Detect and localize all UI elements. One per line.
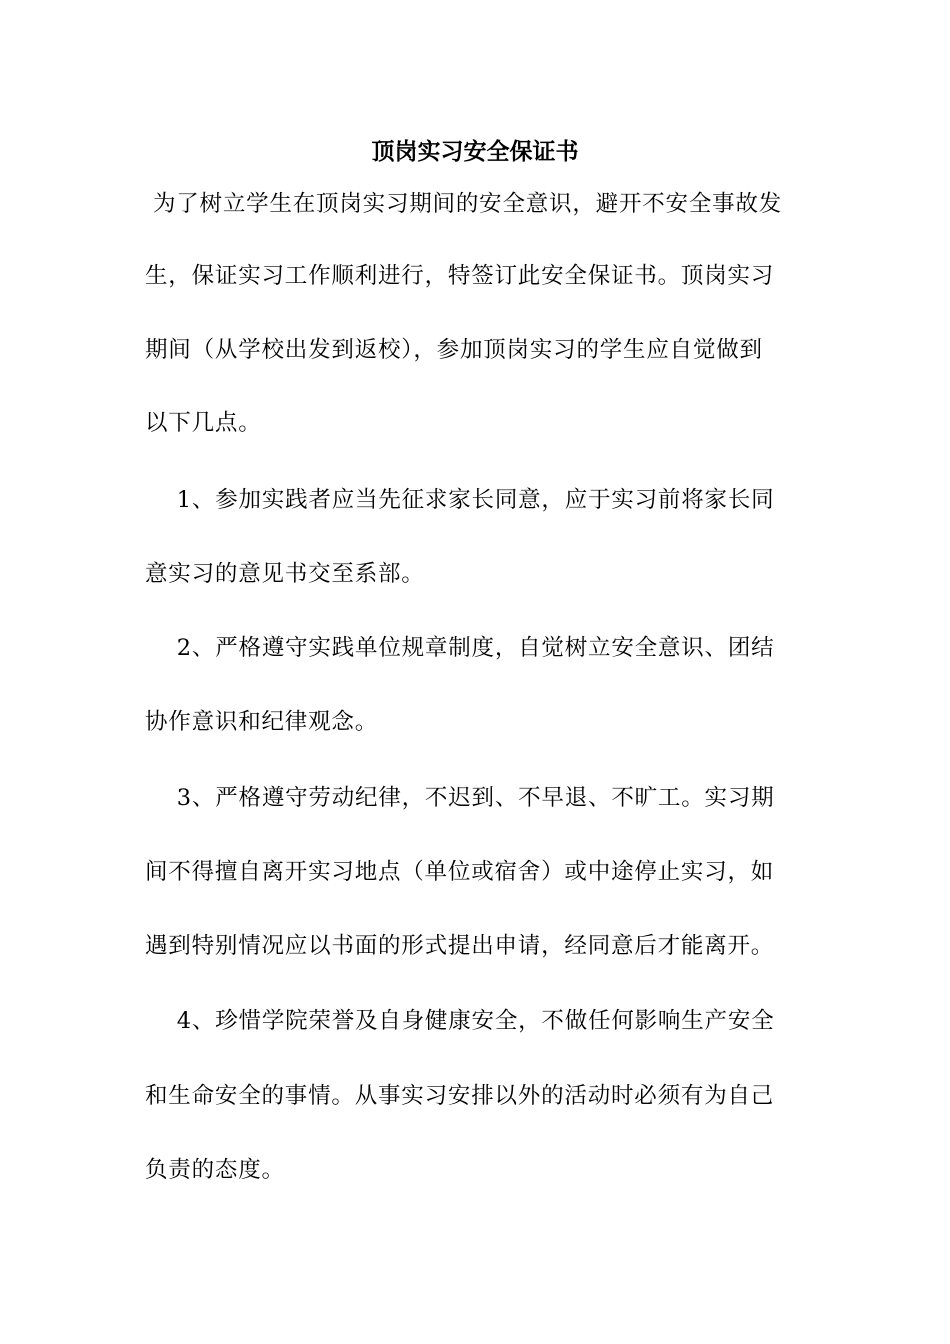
body-line: 负责的态度。	[145, 1157, 285, 1183]
body-line: 以下几点。	[145, 410, 262, 436]
document-title: 顶岗实习安全保证书	[371, 138, 579, 165]
body-line: 生，保证实习工作顺利进行，特签订此安全保证书。顶岗实习	[145, 263, 775, 289]
body-line: 为了树立学生在顶岗实习期间的安全意识，避开不安全事故发	[145, 191, 783, 217]
body-line: 1、参加实践者应当先征求家长同意，应于实习前将家长同	[145, 487, 775, 513]
body-line: 和生命安全的事情。从事实习安排以外的活动时必须有为自己	[145, 1083, 775, 1109]
body-line: 4、珍惜学院荣誉及自身健康安全，不做任何影响生产安全	[145, 1008, 775, 1034]
body-line: 3、严格遵守劳动纪律，不迟到、不早退、不旷工。实习期	[145, 785, 775, 811]
body-line: 期间（从学校出发到返校），参加顶岗实习的学生应自觉做到	[145, 337, 763, 363]
body-line: 遇到特别情况应以书面的形式提出申请，经同意后才能离开。	[145, 933, 775, 959]
body-line: 意实习的意见书交至系部。	[145, 561, 425, 587]
body-line: 间不得擅自离开实习地点（单位或宿舍）或中途停止实习，如	[145, 859, 775, 885]
body-line: 2、严格遵守实践单位规章制度，自觉树立安全意识、团结	[145, 635, 775, 661]
body-line: 协作意识和纪律观念。	[145, 709, 379, 735]
